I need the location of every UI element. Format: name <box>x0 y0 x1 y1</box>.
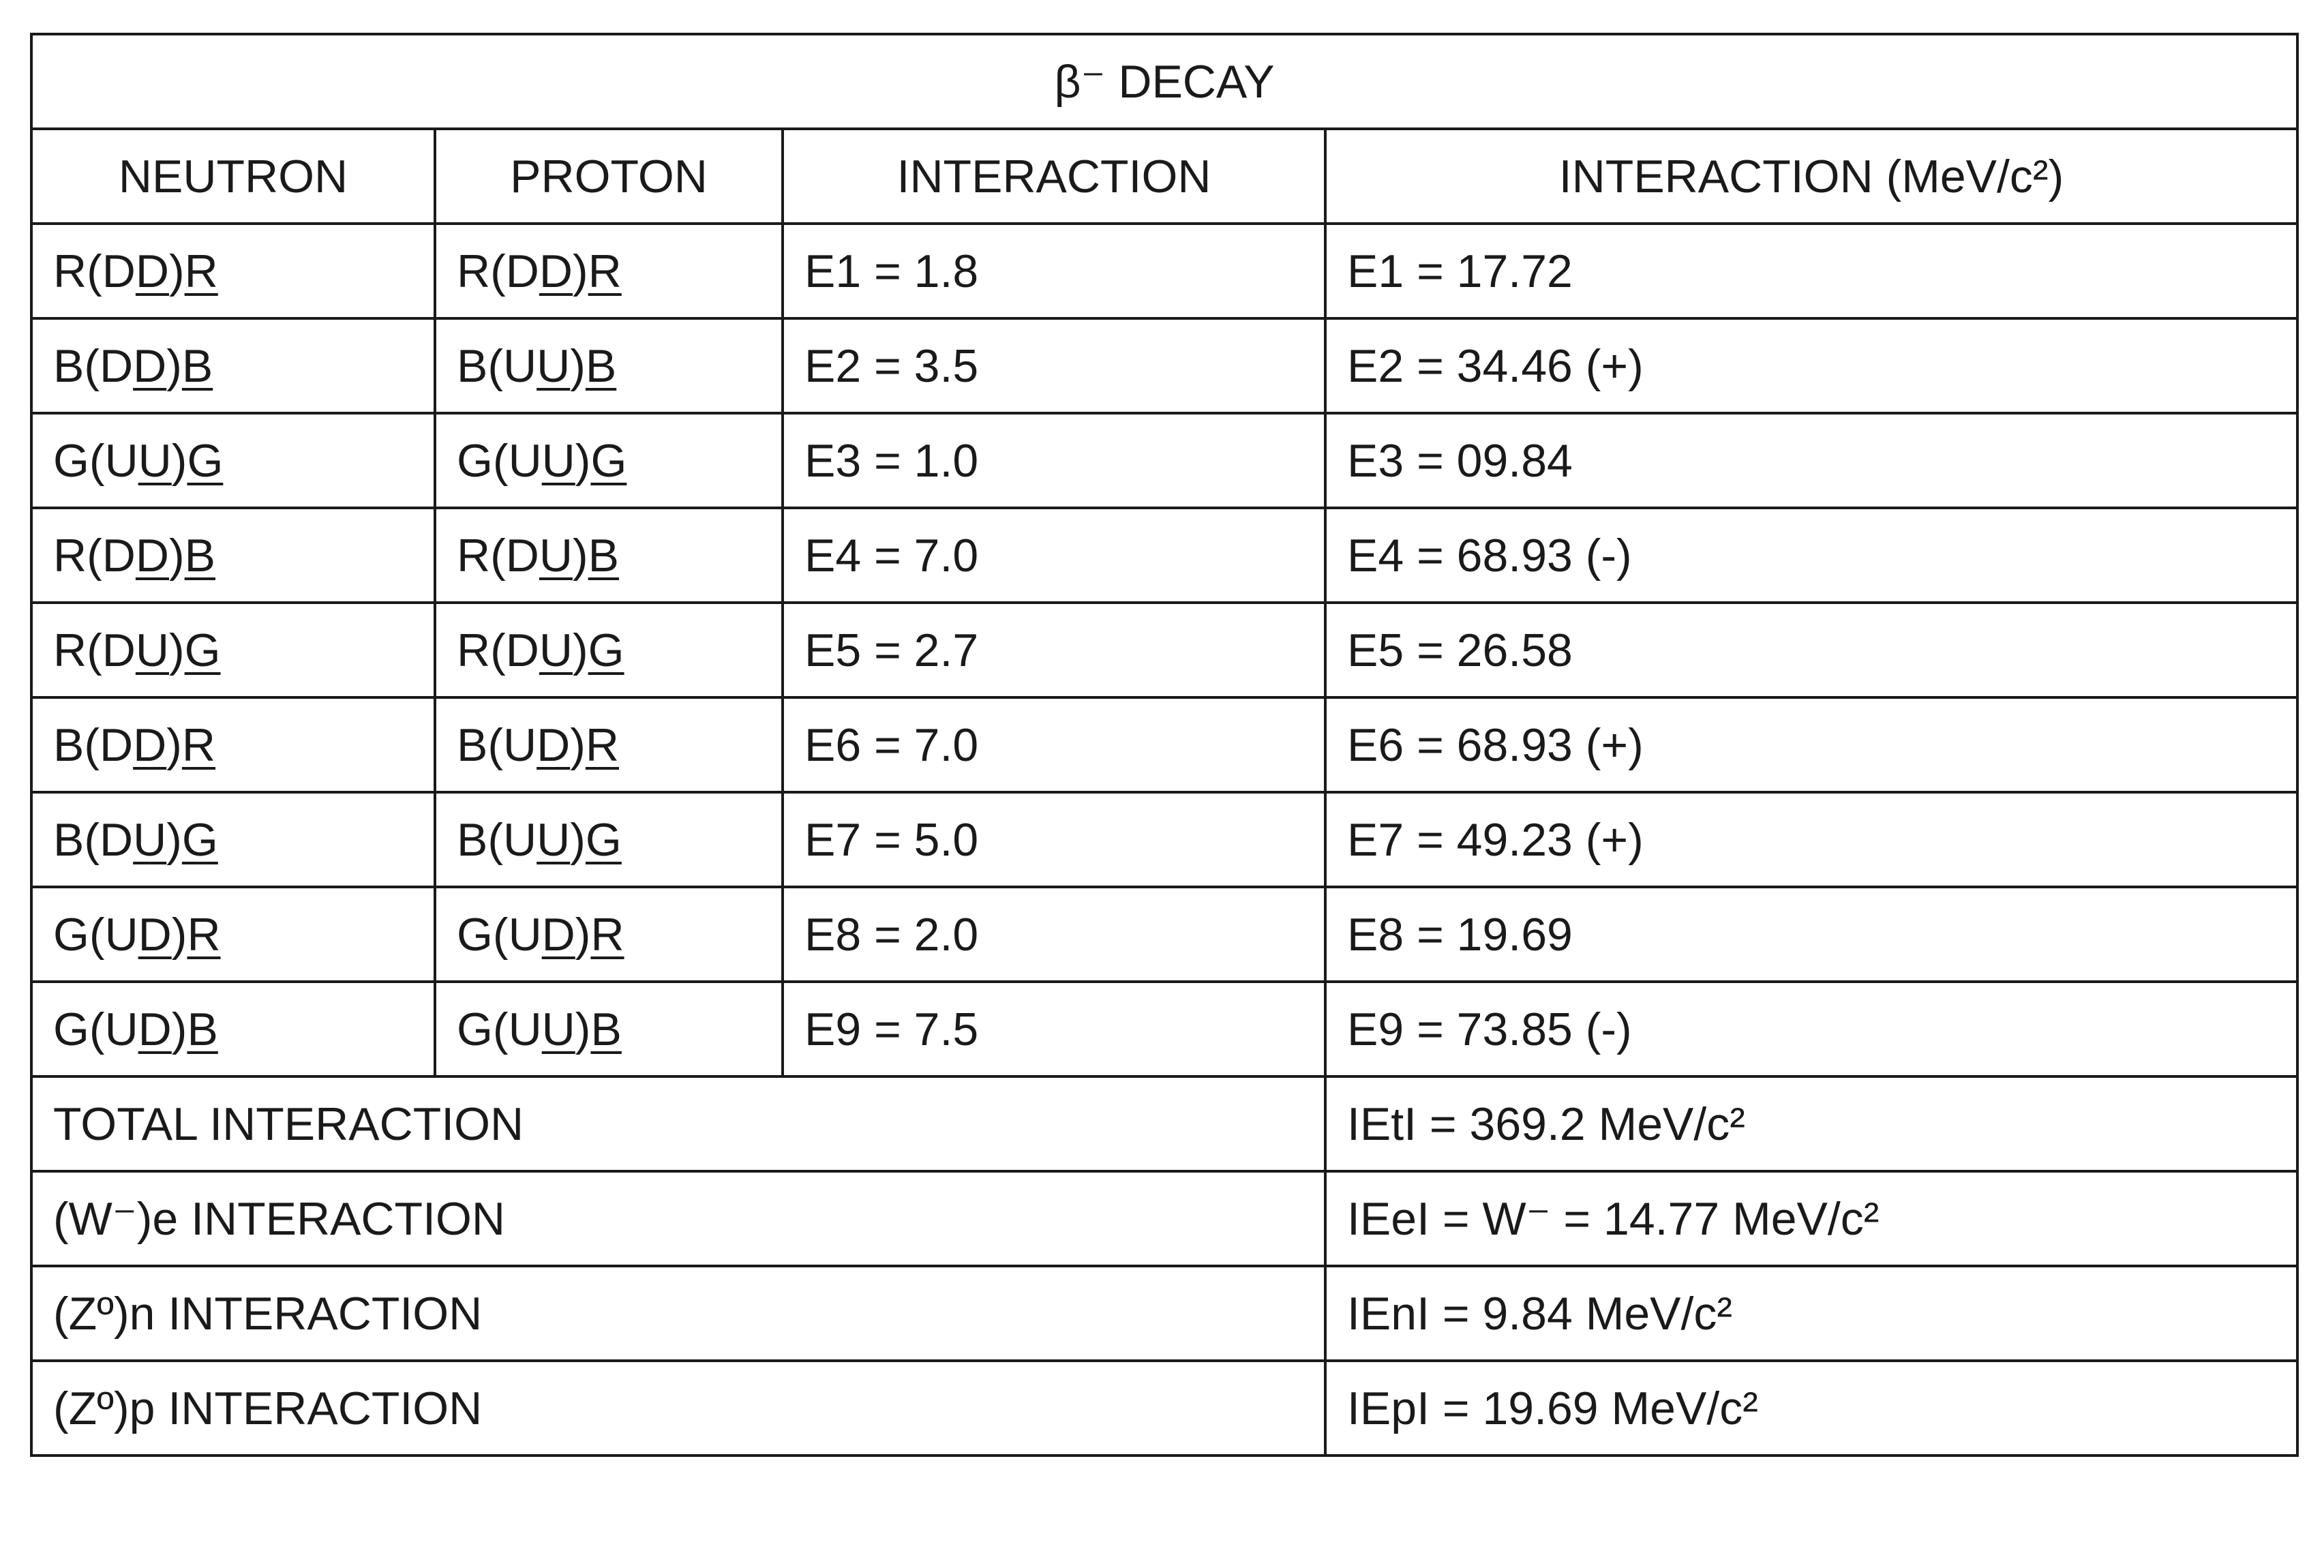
summary-value: IEeI = W⁻ = 14.77 MeV/c² <box>1325 1171 2297 1266</box>
title-row <box>31 34 2297 129</box>
header-row <box>31 129 2297 224</box>
quark-symbol: B <box>457 719 488 771</box>
proton-cell <box>435 413 783 508</box>
interaction-mev-cell: E8 = 19.69 <box>1325 887 2297 982</box>
quark-symbol: ) <box>171 434 187 487</box>
neutron-cell <box>31 413 435 508</box>
interaction-cell: E8 = 2.0 <box>783 887 1325 982</box>
summary-row <box>31 1076 2297 1171</box>
beta-decay-table <box>30 33 2299 1457</box>
quark-symbol: G <box>457 908 493 961</box>
quark-symbol: ( <box>84 340 100 392</box>
quark-symbol: ) <box>572 245 588 297</box>
summary-value: IEpI = 19.69 MeV/c² <box>1325 1361 2297 1456</box>
summary-label: (Zº)p INTERACTION <box>31 1361 1325 1456</box>
quark-symbol: B <box>187 1003 218 1055</box>
quark-symbol: ( <box>487 813 504 866</box>
quark-symbol: U <box>539 624 573 676</box>
neutron-cell <box>31 318 435 413</box>
quark-symbol: D <box>102 245 136 297</box>
interaction-mev-cell: E1 = 17.72 <box>1325 224 2297 318</box>
neutron-cell <box>31 792 435 887</box>
quark-symbol: U <box>508 1003 542 1055</box>
interaction-mev-cell: E4 = 68.93 (-) <box>1325 508 2297 603</box>
proton-cell <box>435 318 783 413</box>
quark-symbol: D <box>102 624 136 676</box>
quark-symbol: B <box>457 340 488 392</box>
quark-symbol: D <box>505 245 539 297</box>
column-header-proton: PROTON <box>435 129 783 224</box>
quark-symbol: B <box>457 813 488 866</box>
quark-symbol: D <box>539 245 573 297</box>
quark-symbol: U <box>537 340 571 392</box>
quark-symbol: R <box>457 245 491 297</box>
interaction-cell: E2 = 3.5 <box>783 318 1325 413</box>
table-row <box>31 318 2297 413</box>
quark-symbol: D <box>100 340 134 392</box>
table-row <box>31 792 2297 887</box>
quark-symbol: D <box>133 719 167 771</box>
interaction-mev-cell: E7 = 49.23 (+) <box>1325 792 2297 887</box>
quark-symbol: R <box>53 245 87 297</box>
quark-symbol: ) <box>171 908 187 961</box>
quark-symbol: D <box>537 719 571 771</box>
table-row <box>31 413 2297 508</box>
quark-symbol: ) <box>166 813 182 866</box>
quark-symbol: G <box>585 813 622 866</box>
proton-cell <box>435 792 783 887</box>
quark-symbol: ( <box>87 245 102 297</box>
quark-symbol: ) <box>572 529 588 582</box>
quark-symbol: G <box>457 434 493 487</box>
quark-symbol: R <box>187 908 221 961</box>
quark-symbol: G <box>590 434 627 487</box>
quark-symbol: D <box>138 908 172 961</box>
quark-symbol: ) <box>570 813 586 866</box>
quark-symbol: ) <box>166 340 182 392</box>
quark-symbol: D <box>102 529 136 582</box>
quark-symbol: ( <box>490 529 506 582</box>
quark-symbol: D <box>100 813 134 866</box>
interaction-mev-cell: E9 = 73.85 (-) <box>1325 982 2297 1076</box>
quark-symbol: U <box>104 434 138 487</box>
neutron-cell <box>31 603 435 697</box>
neutron-cell <box>31 508 435 603</box>
quark-symbol: U <box>537 813 571 866</box>
interaction-mev-cell: E6 = 68.93 (+) <box>1325 697 2297 792</box>
quark-symbol: D <box>133 340 167 392</box>
quark-symbol: ( <box>89 434 105 487</box>
quark-symbol: U <box>541 434 575 487</box>
quark-symbol: D <box>135 245 169 297</box>
quark-symbol: D <box>138 1003 172 1055</box>
interaction-cell: E3 = 1.0 <box>783 413 1325 508</box>
quark-symbol: G <box>181 813 218 866</box>
quark-symbol: B <box>590 1003 622 1055</box>
quark-symbol: B <box>184 529 215 582</box>
quark-symbol: ( <box>487 719 504 771</box>
quark-symbol: G <box>53 1003 89 1055</box>
neutron-cell <box>31 982 435 1076</box>
proton-cell <box>435 887 783 982</box>
summary-row <box>31 1361 2297 1456</box>
quark-symbol: R <box>184 245 218 297</box>
table-row <box>31 887 2297 982</box>
proton-cell <box>435 508 783 603</box>
quark-symbol: B <box>53 813 85 866</box>
quark-symbol: G <box>53 908 89 961</box>
quark-symbol: ( <box>84 813 100 866</box>
quark-symbol: U <box>539 529 573 582</box>
quark-symbol: G <box>588 624 624 676</box>
quark-symbol: ( <box>87 624 102 676</box>
table-row <box>31 224 2297 318</box>
proton-cell <box>435 982 783 1076</box>
quark-symbol: R <box>585 719 619 771</box>
quark-symbol: U <box>508 434 542 487</box>
summary-row <box>31 1171 2297 1266</box>
interaction-cell: E9 = 7.5 <box>783 982 1325 1076</box>
quark-symbol: R <box>457 529 491 582</box>
quark-symbol: R <box>590 908 624 961</box>
quark-symbol: B <box>53 340 85 392</box>
quark-symbol: R <box>588 245 622 297</box>
quark-symbol: ( <box>492 908 509 961</box>
quark-symbol: R <box>53 624 87 676</box>
neutron-cell <box>31 224 435 318</box>
quark-symbol: B <box>588 529 619 582</box>
quark-symbol: B <box>53 719 85 771</box>
summary-value: IEtI = 369.2 MeV/c² <box>1325 1076 2297 1171</box>
quark-symbol: D <box>135 529 169 582</box>
quark-symbol: G <box>184 624 221 676</box>
quark-symbol: ) <box>168 245 185 297</box>
neutron-cell <box>31 887 435 982</box>
quark-symbol: D <box>100 719 134 771</box>
quark-symbol: U <box>104 1003 138 1055</box>
interaction-cell: E6 = 7.0 <box>783 697 1325 792</box>
quark-symbol: D <box>505 529 539 582</box>
summary-row <box>31 1266 2297 1361</box>
quark-symbol: ) <box>575 434 591 487</box>
quark-symbol: ( <box>490 245 506 297</box>
quark-symbol: ( <box>492 1003 509 1055</box>
quark-symbol: U <box>503 719 537 771</box>
quark-symbol: ) <box>570 719 586 771</box>
table-row <box>31 508 2297 603</box>
quark-symbol: B <box>585 340 617 392</box>
proton-cell <box>435 224 783 318</box>
column-header-interaction-mev: INTERACTION (MeV/c²) <box>1325 129 2297 224</box>
summary-label: (W⁻)e INTERACTION <box>31 1171 1325 1266</box>
quark-symbol: ) <box>575 1003 591 1055</box>
quark-symbol: U <box>133 813 167 866</box>
interaction-mev-cell: E5 = 26.58 <box>1325 603 2297 697</box>
column-header-neutron: NEUTRON <box>31 129 435 224</box>
summary-label: (Zº)n INTERACTION <box>31 1266 1325 1361</box>
quark-symbol: U <box>503 813 537 866</box>
proton-cell <box>435 603 783 697</box>
quark-symbol: ( <box>89 1003 105 1055</box>
quark-symbol: ) <box>572 624 588 676</box>
summary-value: IEnI = 9.84 MeV/c² <box>1325 1266 2297 1361</box>
table-row <box>31 603 2297 697</box>
quark-symbol: U <box>135 624 169 676</box>
quark-symbol: ) <box>575 908 591 961</box>
quark-symbol: ( <box>492 434 509 487</box>
quark-symbol: R <box>181 719 215 771</box>
column-header-interaction: INTERACTION <box>783 129 1325 224</box>
table-title: β⁻ DECAY <box>31 34 2297 129</box>
quark-symbol: ( <box>490 624 506 676</box>
quark-symbol: R <box>53 529 87 582</box>
summary-label: TOTAL INTERACTION <box>31 1076 1325 1171</box>
quark-symbol: B <box>181 340 213 392</box>
table-row <box>31 697 2297 792</box>
quark-symbol: ) <box>171 1003 187 1055</box>
quark-symbol: D <box>541 908 575 961</box>
quark-symbol: ) <box>166 719 182 771</box>
neutron-cell <box>31 697 435 792</box>
proton-cell <box>435 697 783 792</box>
quark-symbol: ( <box>487 340 504 392</box>
quark-symbol: U <box>503 340 537 392</box>
quark-symbol: ( <box>87 529 102 582</box>
interaction-cell: E7 = 5.0 <box>783 792 1325 887</box>
interaction-mev-cell: E2 = 34.46 (+) <box>1325 318 2297 413</box>
quark-symbol: R <box>457 624 491 676</box>
quark-symbol: G <box>187 434 224 487</box>
quark-symbol: ) <box>168 529 185 582</box>
quark-symbol: U <box>138 434 172 487</box>
interaction-cell: E1 = 1.8 <box>783 224 1325 318</box>
quark-symbol: U <box>104 908 138 961</box>
quark-symbol: U <box>508 908 542 961</box>
quark-symbol: ) <box>570 340 586 392</box>
interaction-mev-cell: E3 = 09.84 <box>1325 413 2297 508</box>
quark-symbol: ( <box>84 719 100 771</box>
interaction-cell: E5 = 2.7 <box>783 603 1325 697</box>
interaction-cell: E4 = 7.0 <box>783 508 1325 603</box>
quark-symbol: G <box>457 1003 493 1055</box>
quark-symbol: U <box>541 1003 575 1055</box>
quark-symbol: ( <box>89 908 105 961</box>
table-row <box>31 982 2297 1076</box>
quark-symbol: D <box>505 624 539 676</box>
quark-symbol: G <box>53 434 89 487</box>
quark-symbol: ) <box>168 624 185 676</box>
